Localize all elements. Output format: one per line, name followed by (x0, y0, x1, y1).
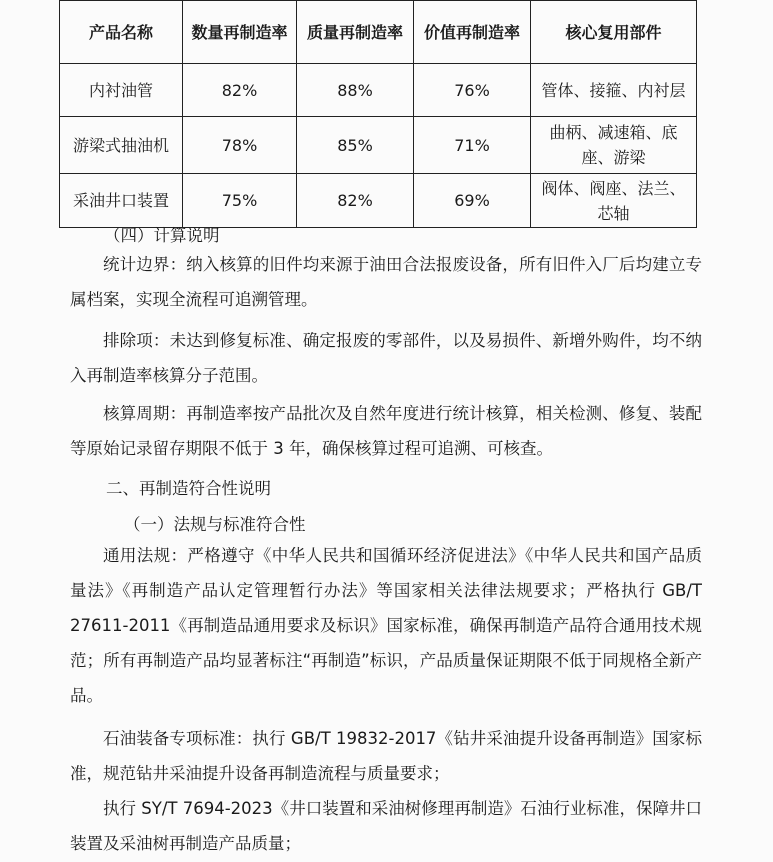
header-quality-rate: 质量再制造率 (297, 1, 414, 64)
remanufacturing-rate-table (59, 0, 697, 228)
header-quantity-rate: 数量再制造率 (183, 1, 297, 64)
cell-quality-rate: 85% (297, 117, 414, 174)
cell-quality-rate: 82% (297, 174, 414, 228)
cell-product-name: 内衬油管 (60, 64, 183, 117)
boundary-paragraph: 统计边界：纳入核算的旧件均来源于油田合法报废设备，所有旧件入厂后均建立专属档案，实现全流程可追溯管理。 (70, 255, 702, 309)
law-section-title: （一）法规与标准符合性 (124, 515, 306, 534)
cell-product-name: 游梁式抽油机 (60, 117, 183, 174)
calc-section-title: （四）计算说明 (104, 226, 220, 245)
cell-value-rate: 76% (414, 64, 531, 117)
header-core-parts: 核心复用部件 (531, 1, 697, 64)
table-row (60, 64, 697, 117)
cell-quantity-rate: 82% (183, 64, 297, 117)
table-header-row (60, 1, 697, 64)
cell-quality-rate: 88% (297, 64, 414, 117)
petro-standard-paragraph: 石油装备专项标准：执行 GB/T 19832-2017《钻井采油提升设备再制造》国家标准，规范钻井采油提升设备再制造流程与质量要求； (70, 729, 702, 783)
cell-value-rate: 71% (414, 117, 531, 174)
cell-core-parts: 曲柄、减速箱、底座、游梁 (531, 117, 697, 174)
cell-product-name: 采油井口装置 (60, 174, 183, 228)
table-row (60, 117, 697, 174)
cell-quantity-rate: 78% (183, 117, 297, 174)
sy-standard-paragraph: 执行 SY/T 7694-2023《井口装置和采油树修理再制造》石油行业标准，保障井口装置及采油树再制造产品质量； (70, 799, 702, 853)
header-product-name: 产品名称 (60, 1, 183, 64)
general-law-paragraph: 通用法规：严格遵守《中华人民共和国循环经济促进法》《中华人民共和国产品质量法》《再制造产品认定管理暂行办法》等国家相关法律法规要求；严格执行 GB/T 27611-2011《再制造品通用要求及标识》国家标准，确保再制造产品符合通用技术规范；所有再制造产品均显著标注“再制造”标识，产品质量保证期限不低于同规格全新产品。 (70, 546, 702, 705)
header-value-rate: 价值再制造率 (414, 1, 531, 64)
cell-quantity-rate: 75% (183, 174, 297, 228)
cell-value-rate: 69% (414, 174, 531, 228)
period-paragraph: 核算周期：再制造率按产品批次及自然年度进行统计核算，相关检测、修复、装配等原始记录留存期限不低于 3 年，确保核算过程可追溯、可核查。 (70, 404, 702, 458)
exclusion-paragraph: 排除项：未达到修复标准、确定报废的零部件，以及易损件、新增外购件，均不纳入再制造率核算分子范围。 (70, 331, 702, 385)
table-row (60, 174, 697, 228)
cell-core-parts: 阀体、阀座、法兰、芯轴 (531, 174, 697, 228)
cell-core-parts: 管体、接箍、内衬层 (531, 64, 697, 117)
conformity-section-title: 二、再制造符合性说明 (106, 479, 271, 498)
